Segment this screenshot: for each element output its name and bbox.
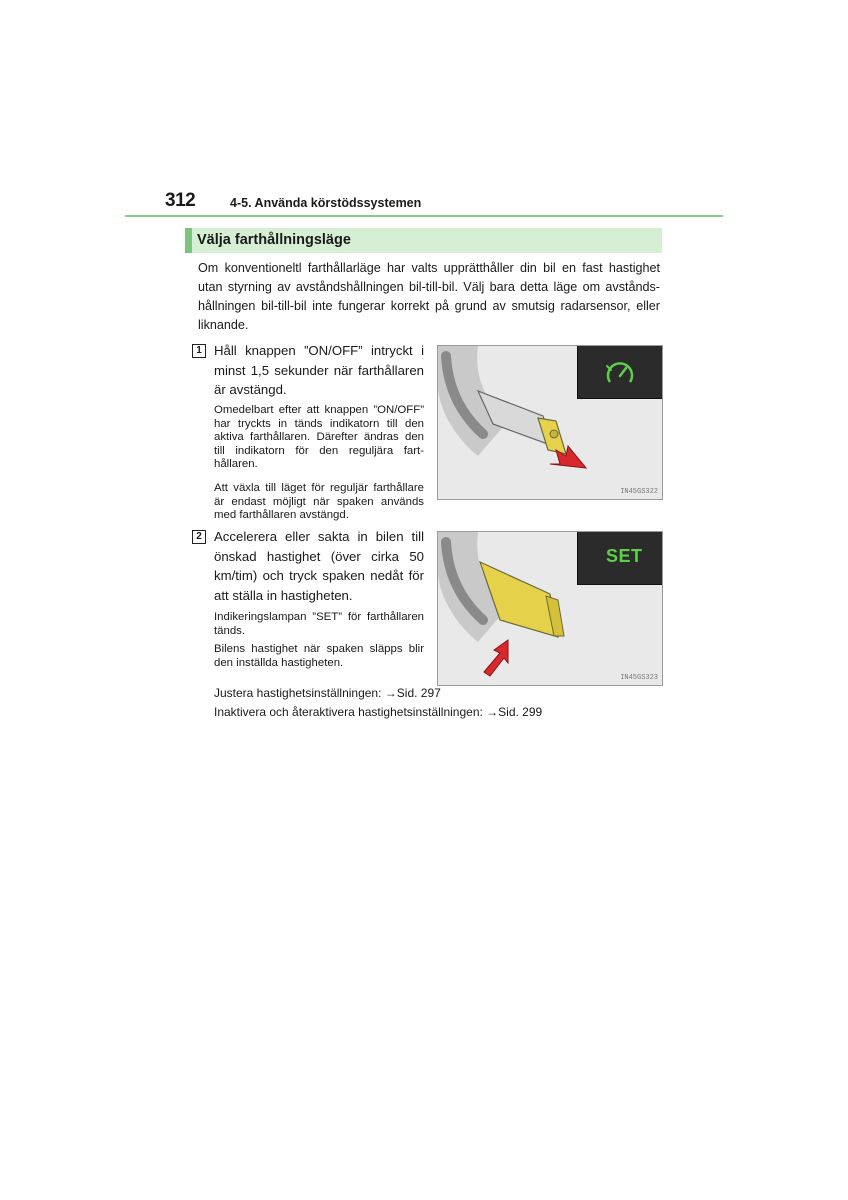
- header-rule: [125, 215, 723, 217]
- step-2-text: Accelerera eller sakta in bilen till önskad hastighet (över cirka 50 km/tim) och tryck spaken nedåt för att ställa in hastigheten.: [214, 529, 424, 603]
- section-heading: [185, 228, 662, 253]
- step-1-note-2: Att växla till läget för reguljär farthållare är endast möjligt när spaken används med farthållaren avstängd.: [214, 482, 424, 521]
- image-code: IN45GS323: [620, 674, 658, 682]
- cruise-control-speedometer-icon: [578, 346, 662, 398]
- step-2-number: 2: [192, 530, 206, 544]
- section-title: Välja farthållningsläge: [197, 232, 351, 248]
- step-1-text: Håll knappen ”ON/OFF” intryckt i minst 1,5 sekunder när farthållaren är avstängd.: [214, 343, 424, 397]
- step-1-illustration: [437, 345, 663, 500]
- step-2-illustration: [437, 531, 663, 686]
- page-number: 312: [165, 190, 196, 211]
- image-code: IN45GS322: [620, 488, 658, 496]
- chapter-title: 4-5. Använda körstödssystemen: [230, 196, 422, 210]
- reference-link-1[interactable]: Justera hastighetsinställningen: →Sid. 297: [214, 686, 441, 700]
- display-panel: [577, 346, 662, 399]
- step-2-note-2: Bilens hastighet när spaken släpps blir den inställda hastigheten.: [214, 643, 424, 669]
- display-panel-set: [577, 532, 662, 585]
- step-1-number: 1: [192, 344, 206, 358]
- step-1-note-1: Omedelbart efter att knappen ”ON/OFF” har tryckts in tänds indikatorn till den aktiva farthållaren. Därefter ändras den till indikatorn för den reguljära fart-hållaren.: [214, 404, 424, 470]
- set-indicator: SET: [606, 546, 643, 566]
- intro-paragraph: Om konventioneltl farthållarläge har valts upprätthåller din bil en fast hastighet utan styrning av avståndshållningen bil-till-bil. Välj bara detta läge om avstånds-hållningen bil-till-bil inte fungerar korrekt på grund av smutsig radarsensor, eller liknande.: [198, 261, 660, 332]
- reference-link-2[interactable]: Inaktivera och återaktivera hastighetsinställningen: →Sid. 299: [214, 705, 543, 719]
- step-2-note-1: Indikeringslampan ”SET” för farthållaren tänds.: [214, 611, 424, 637]
